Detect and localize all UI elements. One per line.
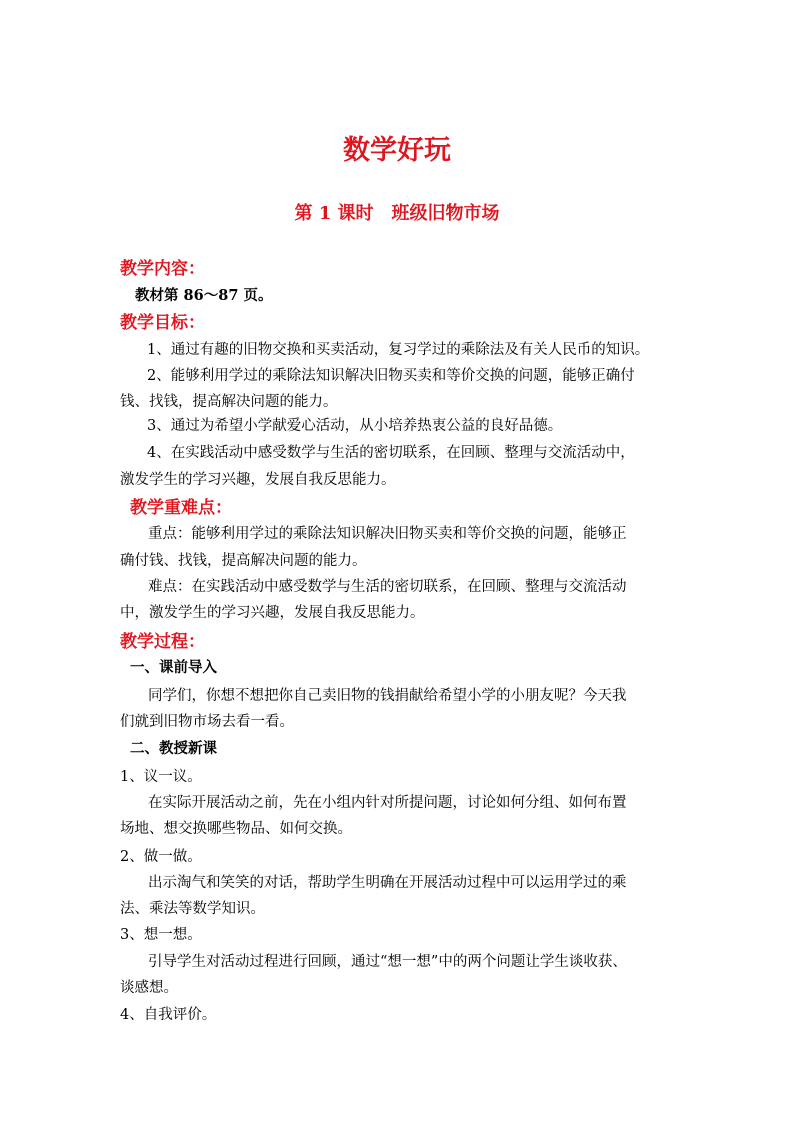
key-point-line: 重点：能够利用学过的乘除法知识解决旧物买卖和等价交换的问题，能够正 (148, 526, 627, 542)
process-item: 场地、想交换哪些物品、如何交换。 (120, 821, 352, 837)
step2-title: 二、教授新课 (130, 740, 217, 757)
process-item: 3、想一想。 (120, 927, 202, 943)
process-item: 法、乘法等数学知识。 (120, 901, 265, 917)
goal-item: 2、能够利用学过的乘除法知识解决旧物买卖和等价交换的问题，能够正确付 (147, 368, 635, 384)
content-heading: 教学内容： (120, 259, 205, 279)
key-point-line: 难点：在实践活动中感受数学与生活的密切联系，在回顾、整理与交流活动 (148, 579, 627, 595)
process-item: 4、自我评价。 (120, 1007, 217, 1023)
goal-item: 3、通过为希望小学献爱心活动，从小培养热衷公益的良好品德。 (147, 418, 563, 434)
process-item: 2、做一做。 (120, 849, 202, 865)
goals-heading: 教学目标： (120, 313, 205, 333)
document-title: 数学好玩 (343, 135, 451, 166)
goal-item: 1、通过有趣的旧物交换和买卖活动，复习学过的乘除法及有关人民币的知识。 (147, 342, 650, 358)
content-text: 教材第 86～87 页。 (135, 287, 273, 304)
key-point-line: 中，激发学生的学习兴趣，发展自我反思能力。 (120, 605, 425, 621)
key-point-line: 确付钱、找钱，提高解决问题的能力。 (120, 553, 367, 569)
process-heading: 教学过程： (120, 632, 205, 652)
lesson-subtitle: 第 1 课时 班级旧物市场 (294, 203, 500, 224)
key-points-heading: 教学重难点： (130, 498, 232, 518)
step1-line: 同学们，你想不想把你自己卖旧物的钱捐献给希望小学的小朋友呢？今天我 (148, 688, 627, 704)
process-item: 出示淘气和笑笑的对话，帮助学生明确在开展活动过程中可以运用学过的乘 (148, 875, 627, 891)
process-item: 谈感想。 (120, 980, 178, 996)
process-item: 1、议一议。 (120, 769, 202, 785)
step1-line: 们就到旧物市场去看一看。 (120, 714, 294, 730)
goal-item-cont: 钱、找钱，提高解决问题的能力。 (120, 394, 338, 410)
process-item: 引导学生对活动过程进行回顾，通过“想一想”中的两个问题让学生谈收获、 (148, 954, 627, 970)
goal-item-cont: 激发学生的学习兴趣，发展自我反思能力。 (120, 472, 396, 488)
step1-title: 一、课前导入 (130, 659, 217, 676)
process-item: 在实际开展活动之前，先在小组内针对所提问题，讨论如何分组、如何布置 (148, 795, 627, 811)
goal-item: 4、在实践活动中感受数学与生活的密切联系，在回顾、整理与交流活动中， (147, 445, 635, 461)
